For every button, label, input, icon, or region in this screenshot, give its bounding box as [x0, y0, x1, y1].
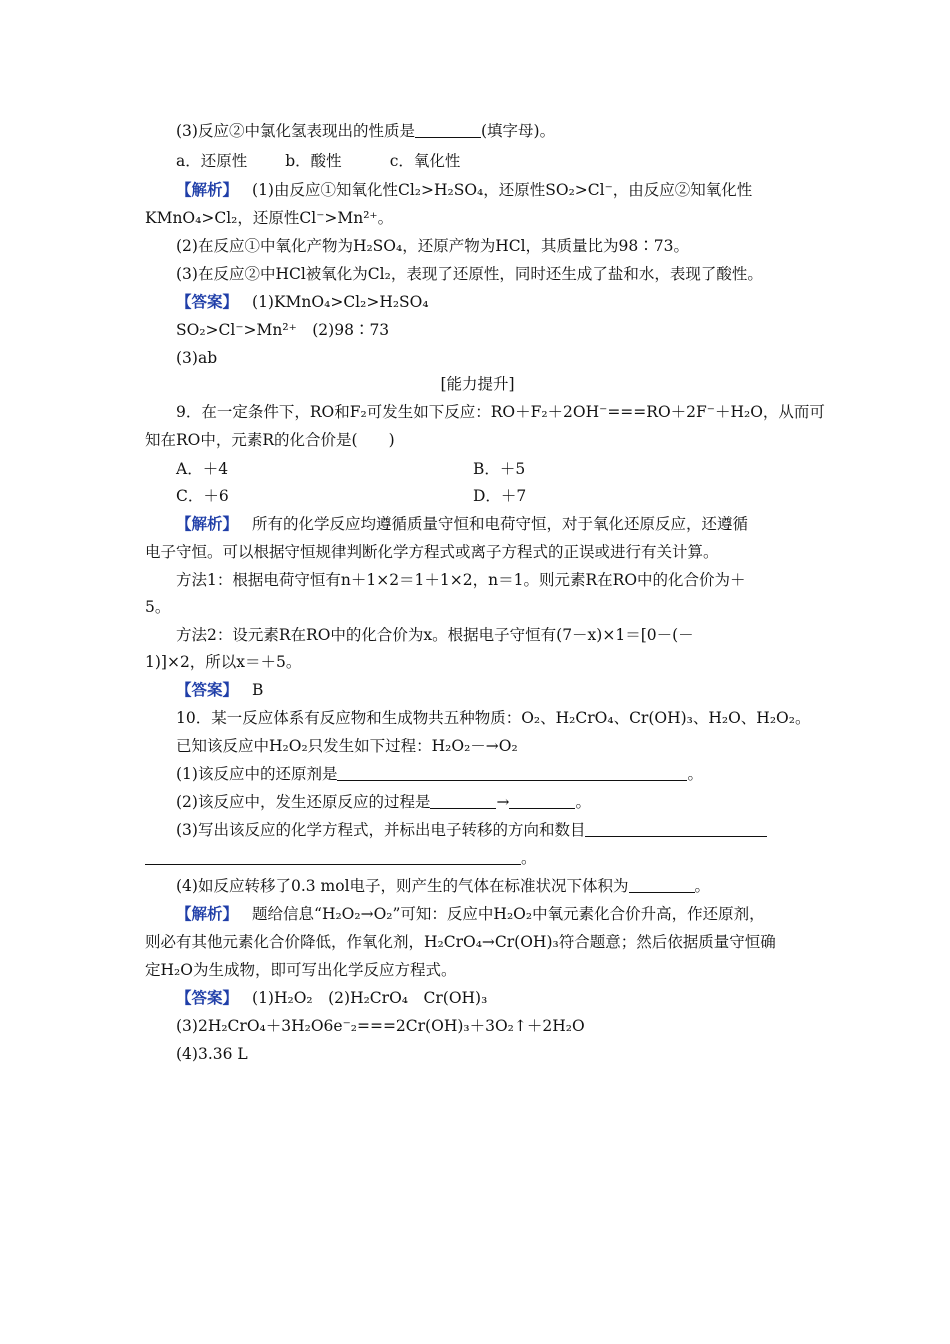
q10-analysis-line: 定H₂O为生成物，即可写出化学反应方程式。 [145, 961, 457, 979]
q9-options-row1 [176, 459, 810, 479]
q10-part4: (4)如反应转移了0.3 mol电子，则产生的气体在标准状况下体积为 。 [176, 877, 711, 895]
q9-method2: 方法2：设元素R在RO中的化合价为x。根据电子守恒有(7－x)×1＝[0－(－ [176, 626, 694, 644]
q9-method1-line: 5。 [145, 598, 171, 616]
q9-answer: 【答案】 B [176, 680, 264, 699]
answer-tag: 【答案】 [176, 292, 239, 311]
answer-blank[interactable] [509, 794, 575, 809]
q9-method2-line: 1)]×2，所以x＝＋5。 [145, 653, 302, 671]
option-a: A．＋4 [176, 460, 229, 478]
q8-analysis-line: (2)在反应①中氧化产物为H₂SO₄，还原产物为HCl，其质量比为98∶73。 [176, 237, 690, 255]
q10-answer-line: (3)2H₂CrO₄＋3H₂O6e⁻₂===2Cr(OH)₃＋3O₂↑＋2H₂O [176, 1017, 585, 1035]
q10-stem: 10．某一反应体系有反应物和生成物共五种物质：O₂、H₂CrO₄、Cr(OH)₃、H₂O、H₂O₂。 [176, 709, 811, 727]
answer-blank[interactable] [145, 850, 521, 865]
q8-options [176, 151, 810, 171]
analysis-tag: 【解析】 [176, 180, 239, 199]
q10-part2: (2)该反应中，发生还原反应的过程是 → 。 [176, 793, 591, 811]
option-c: c．氧化性 [389, 152, 461, 170]
q9-stem-line: 知在RO中，元素R的化合价是( ) [145, 431, 395, 449]
q10-stem-line: 已知该反应中H₂O₂只发生如下过程：H₂O₂－→O₂ [176, 737, 518, 755]
q9-method1: 方法1：根据电荷守恒有n＋1×2＝1＋1×2，n＝1。则元素R在RO中的化合价为＋ [176, 571, 746, 589]
q9-options-row2 [176, 486, 810, 506]
q8-answer: 【答案】 (1)KMnO₄>Cl₂>H₂SO₄ [176, 292, 429, 311]
answer-blank[interactable] [585, 822, 767, 837]
q8-part3: (3)反应②中氯化氢表现出的性质是 (填字母)。 [176, 122, 556, 140]
option-b: B．＋5 [473, 460, 526, 478]
answer-blank[interactable] [415, 123, 481, 138]
q10-part3-cont: 。 [145, 848, 810, 868]
answer-tag: 【答案】 [176, 680, 239, 699]
q8-answer-line: SO₂>Cl⁻>Mn²⁺ (2)98∶73 [176, 321, 390, 339]
q8-answer-line: (3)ab [176, 349, 218, 367]
q9-stem: 9．在一定条件下，RO和F₂可发生如下反应：RO＋F₂＋2OH⁻===RO＋2F⁻＋H₂O，从而可 [176, 403, 825, 421]
q8-analysis-line: KMnO₄>Cl₂，还原性Cl⁻>Mn²⁺。 [145, 209, 394, 227]
q10-analysis: 【解析】 题给信息“H₂O₂→O₂”可知：反应中H₂O₂中氧元素化合价升高，作还原剂， [176, 904, 765, 923]
option-c: C．＋6 [176, 487, 229, 505]
answer-tag: 【答案】 [176, 988, 239, 1007]
q10-part3: (3)写出该反应的化学方程式，并标出电子转移的方向和数目 [176, 820, 810, 840]
option-a: a．还原性 [176, 152, 248, 170]
analysis-tag: 【解析】 [176, 904, 239, 923]
q8-analysis: 【解析】 (1)由反应①知氧化性Cl₂>H₂SO₄，还原性SO₂>Cl⁻，由反应②知氧化性 [176, 180, 753, 199]
arrow-icon: → [496, 793, 510, 811]
q10-part1: (1)该反应中的还原剂是 。 [176, 765, 703, 783]
q9-analysis-line: 电子守恒。可以根据守恒规律判断化学方程式或离子方程式的正误或进行有关计算。 [145, 543, 719, 561]
q10-answer-line: (4)3.36 L [176, 1045, 248, 1063]
answer-blank[interactable] [337, 766, 687, 781]
q10-answer: 【答案】 (1)H₂O₂ (2)H₂CrO₄ Cr(OH)₃ [176, 988, 488, 1007]
q10-analysis-line: 则必有其他元素化合价降低，作氧化剂，H₂CrO₄→Cr(OH)₃符合题意；然后依据质量守恒确 [145, 933, 776, 951]
answer-blank[interactable] [629, 878, 695, 893]
option-d: D．＋7 [473, 487, 527, 505]
q8-analysis-line: (3)在反应②中HCl被氧化为Cl₂，表现了还原性，同时还生成了盐和水，表现了酸性。 [176, 265, 763, 283]
section-title: [能力提升] [440, 375, 515, 393]
option-b: b．酸性 [285, 152, 342, 170]
analysis-tag: 【解析】 [176, 514, 239, 533]
q9-analysis: 【解析】 所有的化学反应均遵循质量守恒和电荷守恒，对于氧化还原反应，还遵循 [176, 514, 749, 533]
answer-blank[interactable] [430, 794, 496, 809]
